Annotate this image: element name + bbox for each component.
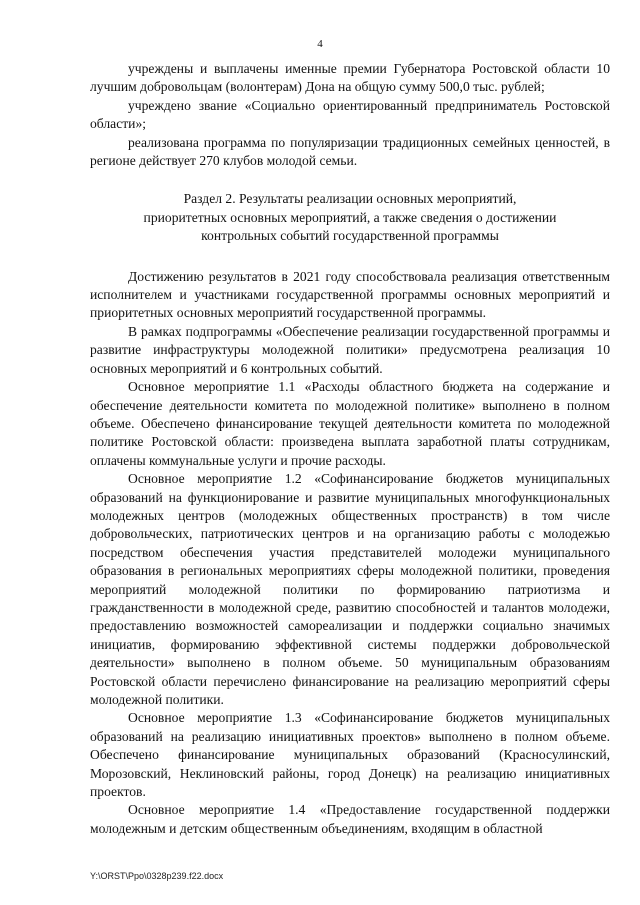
intro-paragraph: реализована программа по популяризации традиционных семейных ценностей, в регионе действует 270 клубов молодой семьи.	[90, 134, 610, 169]
body-paragraph: Основное мероприятие 1.4 «Предоставление государственной поддержки молодежным и детским общественным объединениям, входящим в областной	[90, 802, 610, 836]
intro-paragraph: учреждено звание «Социально ориентированный предприниматель Ростовской области»;	[90, 97, 610, 132]
body-paragraph: Основное мероприятие 1.2 «Софинансирование бюджетов муниципальных образований на функционирование и развитие муниципальных многофункциональных молодежных центров (молодежных общественных пространств) в том числе добровольческих, патриотических центров и на организацию работы с молодежью посредством обеспечения участия представителей молодежи муниципального образования в региональных мероприятиях сферы молодежной политики, проведения мероприятий молодежной политики по формированию патриотизма и гражданственности в молодежной среде, развитию способностей и талантов молодежи, предоставлению возможностей самореализации и поддержки социально значимых инициатив, формированию эффективной системы поддержки добровольческой деятельности» выполнено в полном объеме. 50 муниципальным образованиям Ростовской области перечислено финансирование на реализацию мероприятий сферы молодежной политики.	[90, 471, 610, 707]
section-title-line: Раздел 2. Результаты реализации основных мероприятий,	[183, 191, 517, 207]
document-body	[90, 60, 610, 838]
body-paragraph: В рамках подпрограммы «Обеспечение реализации государственной программы и развитие инфраструктуры молодежной политики» предусмотрена реализация 10 основных мероприятий и 6 контрольных событий.	[90, 323, 610, 376]
body-paragraph: Основное мероприятие 1.1 «Расходы областного бюджета на содержание и обеспечение деятельности комитета по молодежной политике» выполнено в полном объеме. Обеспечено финансирование текущей деятельности комитета по молодежной политике Ростовской области: произведена выплата заработной платы сотрудникам, оплачены коммунальные услуги и прочие расходы.	[90, 379, 610, 468]
page-number: 4	[317, 38, 323, 50]
body-paragraph: Достижению результатов в 2021 году способствовала реализация ответственным исполнителем и участниками государственной программы основных мероприятий и приоритетных основных мероприятий государственной программы.	[90, 268, 610, 321]
section-title-line: приоритетных основных мероприятий, а также сведения о достижении	[143, 209, 557, 225]
intro-paragraph: учреждены и выплачены именные премии Губернатора Ростовской области 10 лучшим добровольцам (волонтерам) Дона на общую сумму 500,0 тыс. рублей;	[90, 61, 610, 95]
footer-file-path: Y:\ORST\Ppo\0328p239.f22.docx	[90, 871, 224, 881]
section-title-line: контрольных событий государственной программы	[201, 228, 499, 244]
body-paragraph: Основное мероприятие 1.3 «Софинансирование бюджетов муниципальных образований на реализацию инициативных проектов» выполнено в полном объеме. Обеспечено финансирование муниципальных образований (Красносулинский, Морозовский, Неклиновский районы, город Донецк) на реализацию инициативных проектов.	[90, 710, 610, 800]
section-title	[90, 190, 610, 245]
